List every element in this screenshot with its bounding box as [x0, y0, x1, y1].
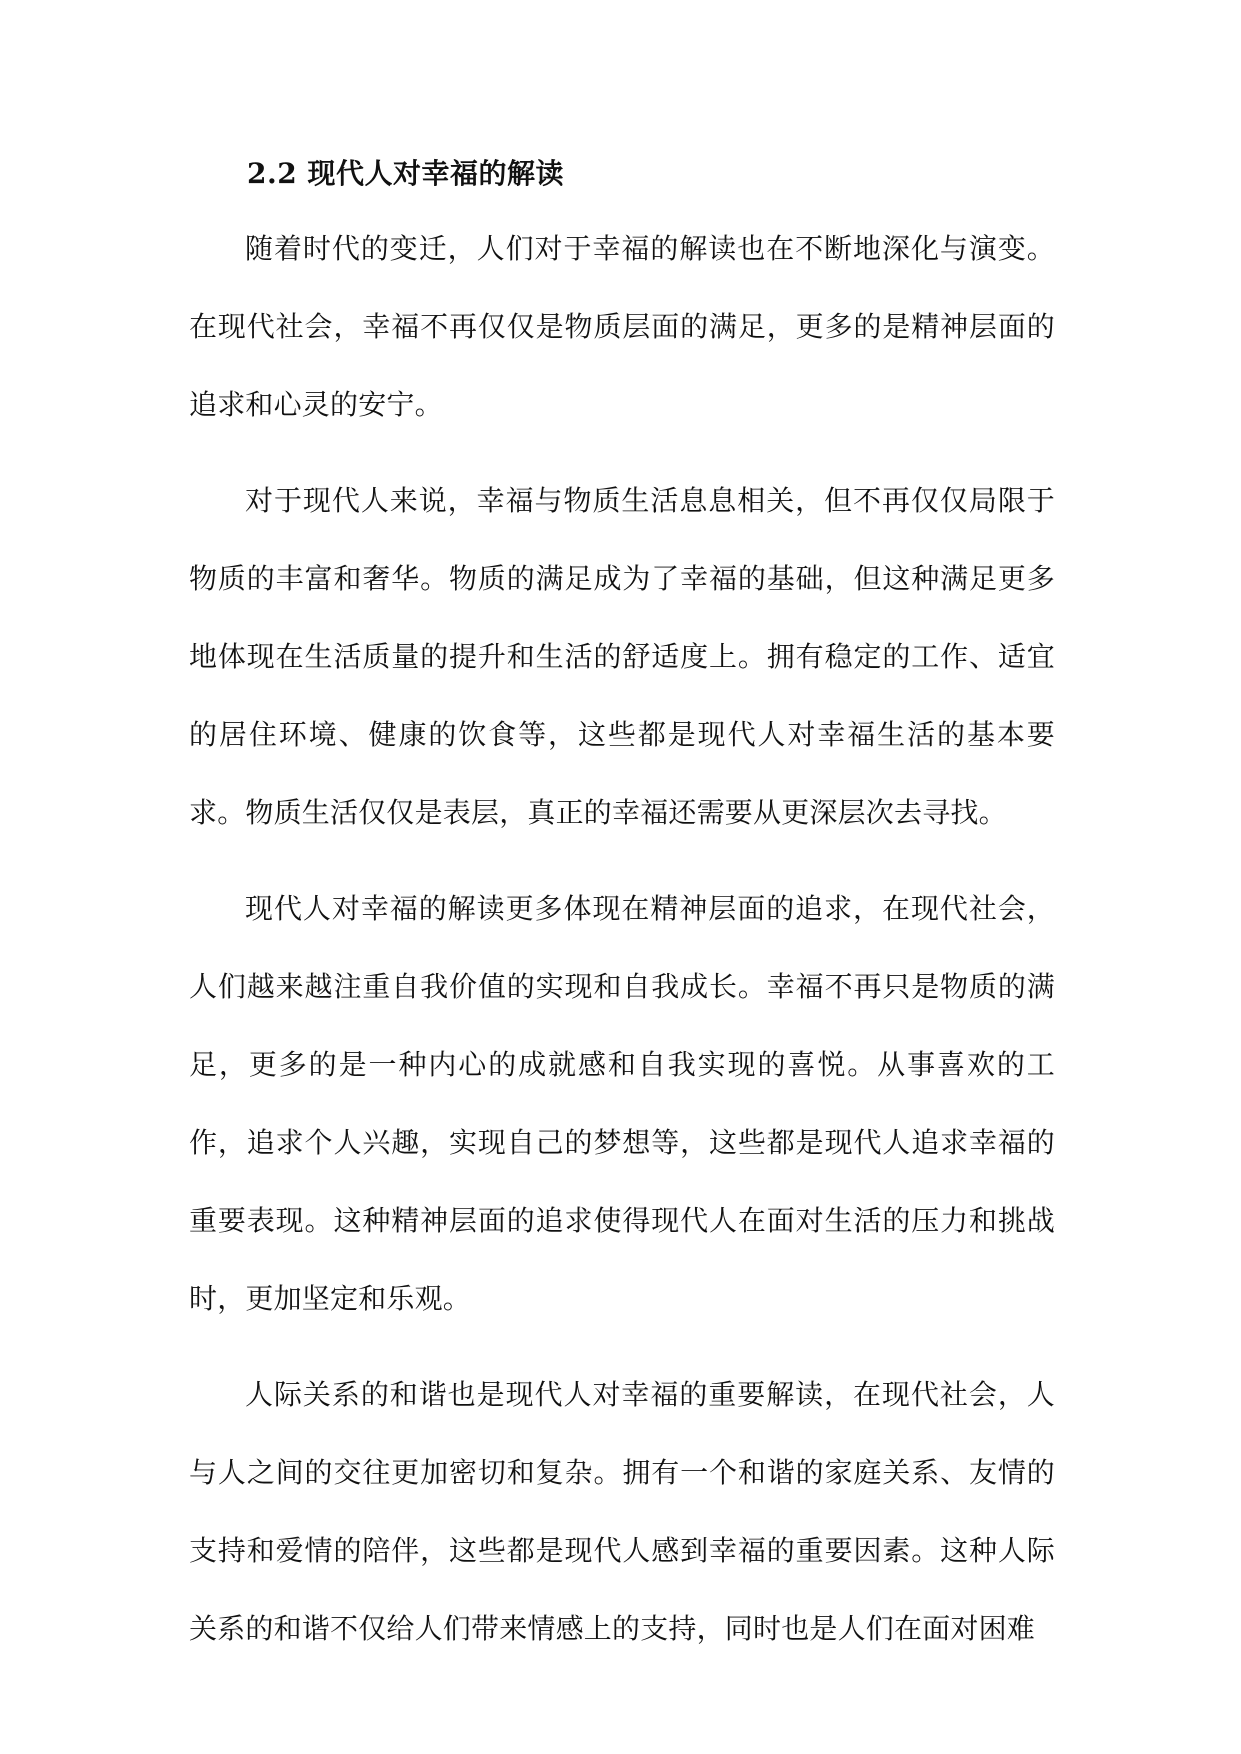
paragraph-spiritual-pursuit: 现代人对幸福的解读更多体现在精神层面的追求，在现代社会，人们越来越注重自我价值的实现和自我成长。幸福不再只是物质的满足，更多的是一种内心的成就感和自我实现的喜悦。从事喜欢的工作，追求个人兴趣，实现自己的梦想等，这些都是现代人追求幸福的重要表现。这种精神层面的追求使得现代人在面对生活的压力和挑战时，更加坚定和乐观。	[189, 892, 1055, 1315]
section-heading: 2.2 现代人对幸福的解读	[247, 157, 564, 190]
paragraph-material-life: 对于现代人来说，幸福与物质生活息息相关，但不再仅仅局限于物质的丰富和奢华。物质的满足成为了幸福的基础，但这种满足更多地体现在生活质量的提升和生活的舒适度上。拥有稳定的工作、适宜的居住环境、健康的饮食等，这些都是现代人对幸福生活的基本要求。物质生活仅仅是表层，真正的幸福还需要从更深层次去寻找。	[189, 484, 1055, 829]
paragraph-relationships: 人际关系的和谐也是现代人对幸福的重要解读，在现代社会，人与人之间的交往更加密切和复杂。拥有一个和谐的家庭关系、友情的支持和爱情的陪伴，这些都是现代人感到幸福的重要因素。这种人际关系的和谐不仅给人们带来情感上的支持，同时也是人们在面对困难	[189, 1378, 1055, 1645]
page-content	[189, 148, 1055, 1668]
paragraph-intro: 随着时代的变迁，人们对于幸福的解读也在不断地深化与演变。在现代社会，幸福不再仅仅是物质层面的满足，更多的是精神层面的追求和心灵的安宁。	[189, 232, 1055, 421]
